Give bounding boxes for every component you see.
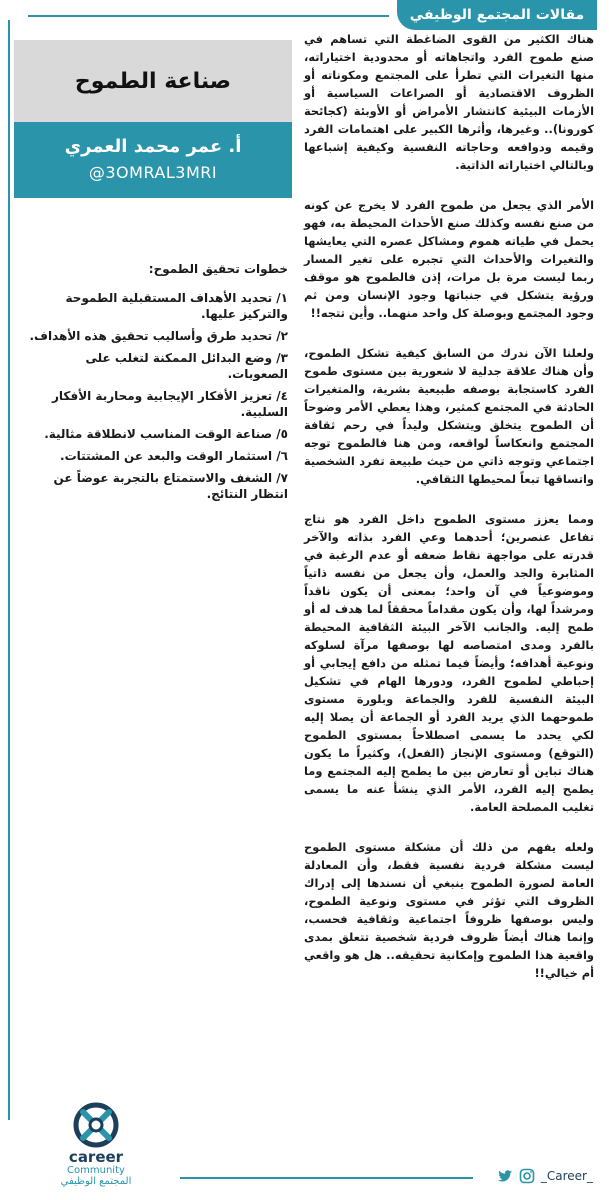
career-community-logo [56, 1102, 136, 1192]
instagram-icon[interactable] [519, 1168, 535, 1184]
title-box [14, 40, 292, 122]
step-item: ٥/ صناعة الوقت المناسب لانطلاقة مثالية. [44, 427, 288, 441]
section-label: مقالات المجتمع الوظيفي [397, 0, 597, 30]
step-item: ٧/ الشغف والاستمتاع بالتجربة عوضاً عن انتظار النتائج. [53, 471, 288, 501]
steps-heading: خطوات تحقيق الطموح: [148, 262, 288, 276]
top-bar [0, 0, 609, 32]
step-item: ١/ تحديد الأهداف المستقبلية الطموحة والتركيز عليها. [65, 291, 288, 321]
article-body [304, 30, 594, 1004]
article-paragraph: الأمر الذي يجعل من طموح الفرد لا يخرج عن كونه من صنع نفسه وكذلك صنع الأحداث المحيطة به، فهو يحمل في طياته هموم ومشاكل عصره التي يعايشها والتغيرات والأحداث التي تجبره على تغير المسار ربما ليست مرة بل مرات، إذن فالطموح هو موقف ورؤية يتشكل في جنباتها وجود الإنسان ومن ثم وجود المجتمع وبوصلة كل واحد منهما.. وأين تتجه!! [304, 198, 594, 320]
logo-word-arabic: المجتمع الوظيفي [60, 1176, 132, 1187]
step-item: ٤/ تعزيز الأفكار الإيجابية ومحاربة الأفكار السلبية. [51, 389, 288, 419]
footer-rule [180, 1177, 473, 1179]
article-paragraph: هناك الكثير من القوى الضاغطة التي تساهم في صنع طموح الفرد واتجاهاته أو محدودية اختياراته، منها التغيرات التي تطرأ على المجتمع ومكوناته أو الظروف الاقتصادية أو الصراعات السياسية أو الأزمات البيئية كانتشار الأمراض أو الأوبئة (كجائحة كورونا).. وغيرها، وأثرها الكبير على اهتمامات الفرد وقيمه ودوافعه وحاجاته النفسية وكيفية إشباعها وبالتالي اختياراته الذاتية. [304, 32, 594, 172]
twitter-icon[interactable] [497, 1168, 513, 1184]
author-box [14, 122, 292, 198]
step-item: ٣/ وضع البدائل الممكنة لتغلب على الصعوبات. [85, 351, 288, 381]
author-handle[interactable]: @3OMRAL3MRI [88, 163, 218, 182]
social-links [497, 1168, 593, 1184]
footer-handle[interactable]: _Career_ [540, 1169, 593, 1183]
logo-word-community: Community [67, 1165, 125, 1176]
author-name: أ. عمر محمد العمري [64, 136, 242, 157]
steps-list [26, 262, 288, 508]
article-paragraph: ولعلنا الآن ندرك من السابق كيفية تشكل الطموح، وأن هناك علاقة جدلية لا شعورية بين مستوى طموح الفرد كاستجابة بوصفه طبيعية بشرية، والمتغيرات الحادثة في المجتمع كمثير، وهذا يعطي الأمر وضوحاً أن الطموح يتخلق ويتشكل وليداً في رحم ثقافة المجتمع وانعكاساً لواقعه، ومن هنا فالطموح توجه اجتماعي وتوجه ذاتي من حيث طبيعة تفرد الشخصية واتساقها تبعاً لمحيطها الثقافي. [304, 346, 594, 486]
top-rule [28, 15, 389, 17]
article-paragraph: ولعله يفهم من ذلك أن مشكلة مستوى الطموح ليست مشكلة فردية نفسية فقط، وأن المعادلة العامة لصورة الطموح ينبغي أن نسندها إلى إدراك الظروف التي تؤثر في مستوى ونوعية الطموح، وليس بوصفها ظروفاً اجتماعية وثقافية فحسب، وإنما هناك أيضاً ظروف فردية شخصية تتعلق بمدى واقعية هذا الطموح وإمكانية تحقيقه.. هل هو واقعي أم خيالي!! [304, 840, 594, 980]
left-rule [8, 20, 10, 1120]
step-item: ٦/ استثمار الوقت والبعد عن المشتتات. [60, 449, 288, 463]
footer [180, 1168, 601, 1186]
article-title: صناعة الطموح [74, 68, 232, 94]
career-logo-icon [73, 1102, 119, 1148]
article-paragraph: ومما يعزز مستوى الطموح داخل الفرد هو نتاج تفاعل عنصرين؛ أحدهما وعي الفرد بذاته والآخر قدرته على مواجهة نقاط ضعفه أو عدم الرغبة في المثابرة والجد والعمل، وأن يجعل من نفسه ذاتياً وموضوعياً في آن واحد؛ بمعنى أن يكون ناقداً ومرشداً لها، وأن يكون مقداماً محققاً لما هدف له أو طمح إليه. والجانب الآخر البيئة الثقافية المحيطة بالفرد ومدى امتصاصه لها بوصفها مرآة لسلوكه ونوعية أهدافه؛ وأيضاً فيما تمثله من دافع إيجابي أو إحباطي لطموح الفرد، ودورها الهام في تشكيل البيئة النفسية للفرد والجماعة وبلورة مستوى طموحهما الذي يريد الفرد أو الجماعة أن يصلا إليه لكي يحدد ما يسمى اصطلاحاً بمستوى الطموح (التوقع) ومستوى الإنجاز (الفعل)، وكثيراً ما يكون هناك تباين أو تعارض بين ما يطمح إليه المجتمع وما يطمح إليه الفرد، الأمر الذي ينشأ عنه ما يسمى تغليب المصلحة العامة. [304, 512, 594, 814]
step-item: ٢/ تحديد طرق وأساليب تحقيق هذه الأهداف. [29, 329, 288, 343]
logo-word-career: career [68, 1148, 124, 1166]
